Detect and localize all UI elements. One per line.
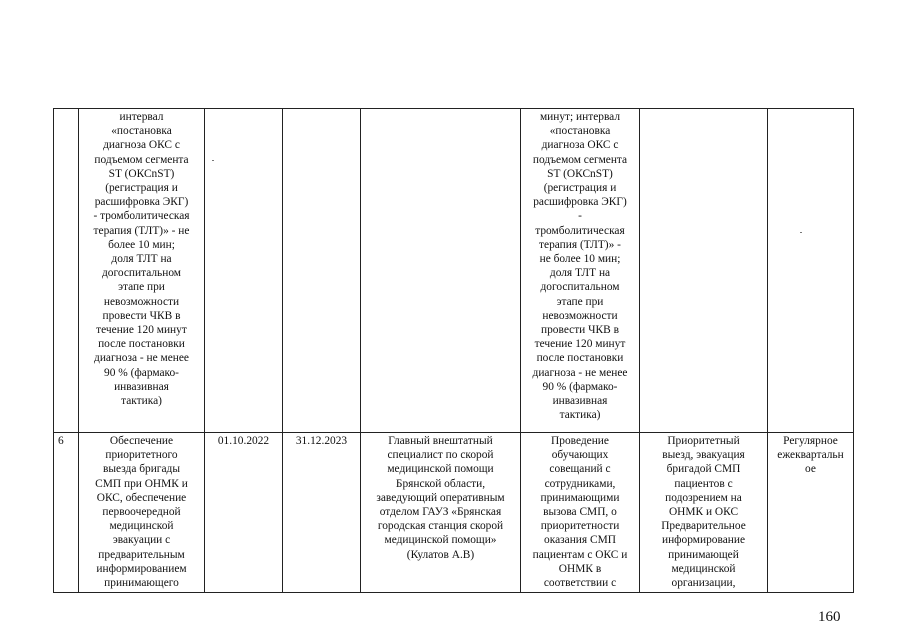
- cell-responsible: Главный внештатный специалист по скорой медицинской помощи Брянской области, заведующий оперативным отделом ГАУЗ «Брянская городская станция скорой медицинской помощи» (Кулатов А.В): [361, 433, 521, 593]
- scan-speck: [212, 160, 214, 161]
- cell-responsible: [361, 109, 521, 433]
- cell-characteristic: минут; интервал «постановка диагноза ОКС с подъемом сегмента ST (ОКСnST) (регистрация и расшифровка ЭКГ) - тромболитическая терапия (ТЛТ)» - не более 10 мин; доля ТЛТ на догоспитальном этапе при невозможности провести ЧКВ в течение 120 минут после постановки диагноза - не менее 90 % (фармако- инвазивная тактика): [521, 109, 640, 433]
- table-row-6: [54, 433, 854, 593]
- table-row-continuation: [54, 109, 854, 433]
- cell-number: 6: [54, 433, 79, 593]
- cell-start-date: [205, 109, 283, 433]
- cell-end-date: 31.12.2023: [283, 433, 361, 593]
- cell-description: Обеспечение приоритетного выезда бригады СМП при ОНМК и ОКС, обеспечение первоочередной медицинской эвакуации с предварительным информированием принимающего: [79, 433, 205, 593]
- cell-end-date: [283, 109, 361, 433]
- cell-description: интервал «постановка диагноза ОКС с подъемом сегмента ST (ОКСnST) (регистрация и расшифровка ЭКГ) - тромболитическая терапия (ТЛТ)» - не более 10 мин; доля ТЛТ на догоспитальном этапе при невозможности провести ЧКВ в течение 120 минут после постановки диагноза - не менее 90 % (фармако- инвазивная тактика): [79, 109, 205, 433]
- cell-result: [640, 109, 768, 433]
- scan-speck: [800, 232, 802, 233]
- plan-table: [53, 108, 854, 593]
- cell-control: [768, 109, 854, 433]
- page-number: 160: [818, 609, 841, 625]
- cell-start-date: 01.10.2022: [205, 433, 283, 593]
- cell-number: [54, 109, 79, 433]
- cell-result: Приоритетный выезд, эвакуация бригадой СМП пациентов с подозрением на ОНМК и ОКС Предварительное информирование принимающей медицинской организации,: [640, 433, 768, 593]
- cell-control: Регулярное ежеквартальн ое: [768, 433, 854, 593]
- cell-characteristic: Проведение обучающих совещаний с сотрудниками, принимающими вызова СМП, о приоритетности оказания СМП пациентам с ОКС и ОНМК в соответствии с: [521, 433, 640, 593]
